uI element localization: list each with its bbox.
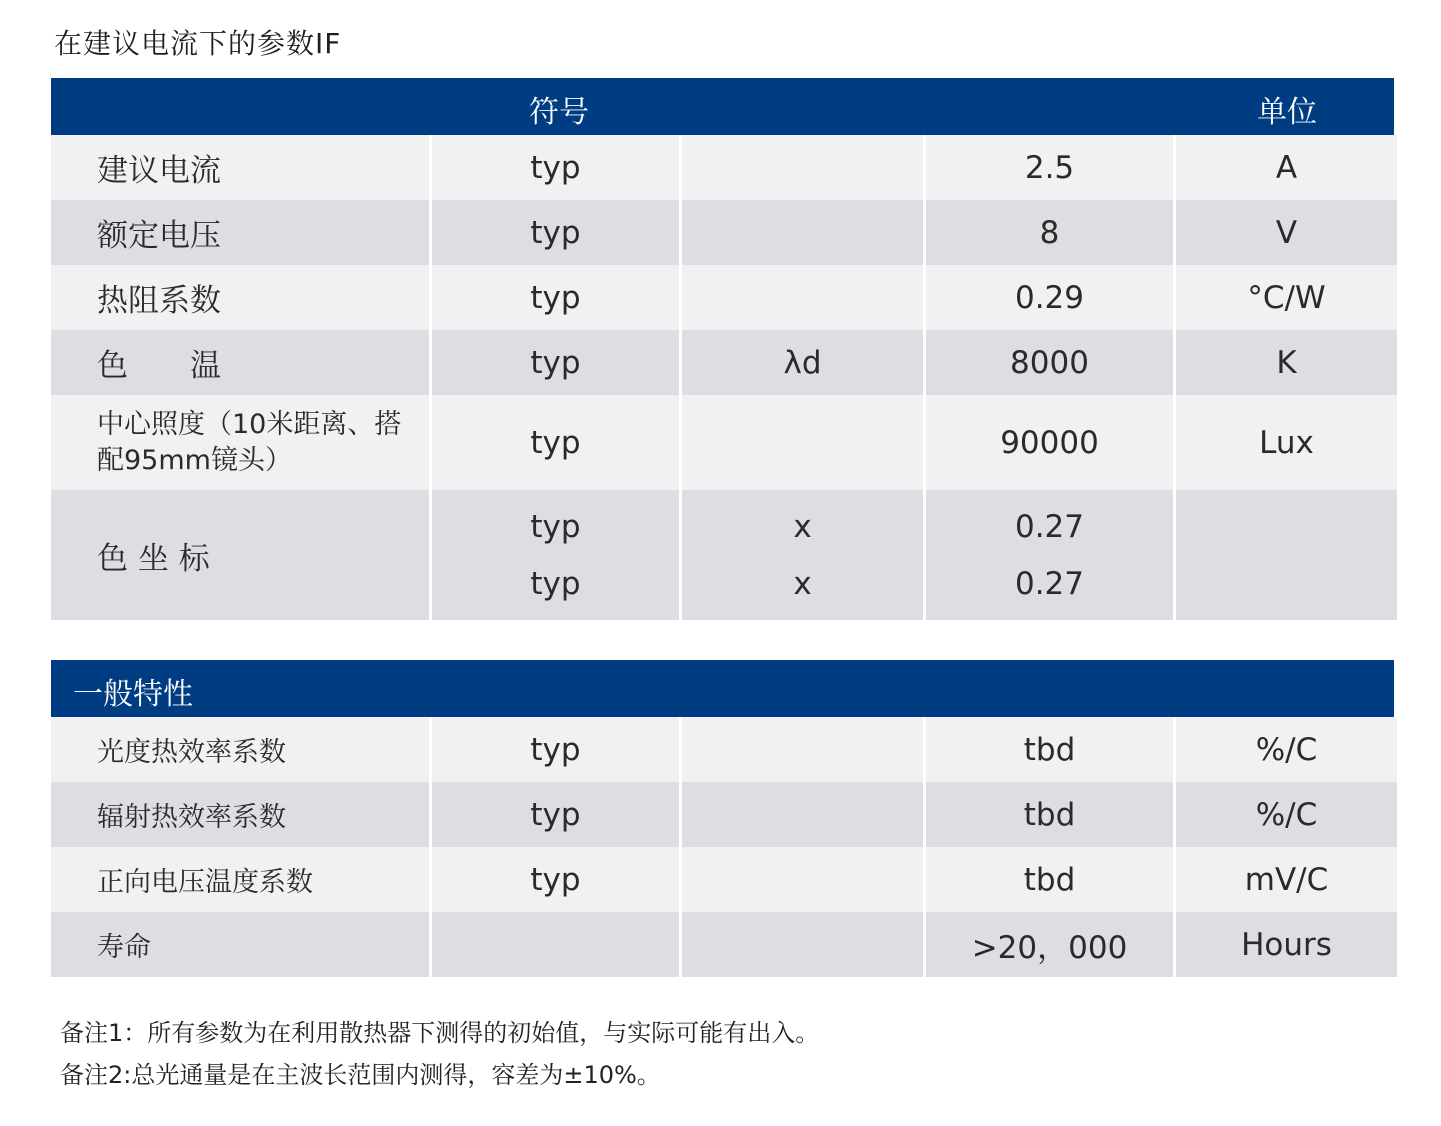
row-condition: typ	[432, 847, 679, 912]
row-label: 光度热效率系数	[51, 717, 429, 782]
row-symbol-stack	[682, 490, 923, 620]
row-label: 中心照度（10米距离、搭配95mm镜头）	[51, 395, 429, 490]
header-general: 一般特性	[73, 677, 193, 712]
table-row	[51, 135, 1394, 200]
row-value: 2.5	[926, 135, 1173, 200]
row-condition: typ	[432, 135, 679, 200]
row-label: 额定电压	[51, 200, 429, 265]
row-symbol	[682, 912, 923, 977]
row-unit: V	[1176, 200, 1397, 265]
general-characteristics-table	[51, 660, 1394, 977]
header-unit: 单位	[1257, 95, 1317, 130]
row-unit: K	[1176, 330, 1397, 395]
row-value: 0.29	[926, 265, 1173, 330]
table-row	[51, 200, 1394, 265]
parameters-table-header	[51, 78, 1394, 135]
row-symbol	[682, 200, 923, 265]
row-symbol	[682, 265, 923, 330]
row-value: tbd	[926, 717, 1173, 782]
row-symbol	[682, 847, 923, 912]
footnote-1: 备注1：所有参数为在利用散热器下测得的初始值，与实际可能有出入。	[60, 1019, 820, 1047]
row-label: 建议电流	[51, 135, 429, 200]
row-value-stack	[926, 490, 1173, 620]
page-title: 在建议电流下的参数IF	[54, 27, 342, 60]
row-label: 色 温	[51, 330, 429, 395]
row-value: 8000	[926, 330, 1173, 395]
table-row-chromaticity	[51, 490, 1394, 620]
row-value: 90000	[926, 395, 1173, 490]
table-row	[51, 782, 1394, 847]
footnotes	[60, 1012, 819, 1096]
row-value: 8	[926, 200, 1173, 265]
row-unit	[1176, 490, 1397, 620]
table-row	[51, 912, 1394, 977]
row-symbol	[682, 395, 923, 490]
row-unit: Lux	[1176, 395, 1397, 490]
row-value: >20，000	[926, 912, 1173, 977]
row-symbol: λd	[682, 330, 923, 395]
row-unit: °C/W	[1176, 265, 1397, 330]
parameters-table	[51, 78, 1394, 620]
row-condition-stack	[432, 490, 679, 620]
row-condition: typ	[432, 200, 679, 265]
row-label: 热阻系数	[51, 265, 429, 330]
row-label: 辐射热效率系数	[51, 782, 429, 847]
row-value: tbd	[926, 782, 1173, 847]
row-label: 正向电压温度系数	[51, 847, 429, 912]
row-condition: typ	[432, 782, 679, 847]
table-row	[51, 847, 1394, 912]
row-unit: %/C	[1176, 717, 1397, 782]
row-symbol: x	[793, 565, 812, 602]
row-condition: typ	[432, 265, 679, 330]
row-unit: mV/C	[1176, 847, 1397, 912]
general-table-header	[51, 660, 1394, 717]
row-symbol	[682, 135, 923, 200]
row-unit: A	[1176, 135, 1397, 200]
row-condition: typ	[432, 717, 679, 782]
row-label: 寿命	[51, 912, 429, 977]
row-symbol: x	[793, 508, 812, 545]
row-condition: typ	[530, 508, 581, 545]
row-label: 色 坐 标	[51, 490, 429, 620]
row-condition: typ	[432, 330, 679, 395]
row-unit: %/C	[1176, 782, 1397, 847]
footnote-2: 备注2:总光通量是在主波长范围内测得，容差为±10%。	[60, 1061, 661, 1089]
row-value: tbd	[926, 847, 1173, 912]
row-value: 0.27	[1014, 565, 1085, 602]
table-row	[51, 395, 1394, 490]
table-row	[51, 330, 1394, 395]
header-symbol: 符号	[529, 95, 589, 130]
row-condition: typ	[530, 565, 581, 602]
row-condition: typ	[432, 395, 679, 490]
row-condition	[432, 912, 679, 977]
row-symbol	[682, 717, 923, 782]
row-symbol	[682, 782, 923, 847]
row-value: 0.27	[1014, 508, 1085, 545]
row-unit: Hours	[1176, 912, 1397, 977]
table-row	[51, 717, 1394, 782]
table-row	[51, 265, 1394, 330]
